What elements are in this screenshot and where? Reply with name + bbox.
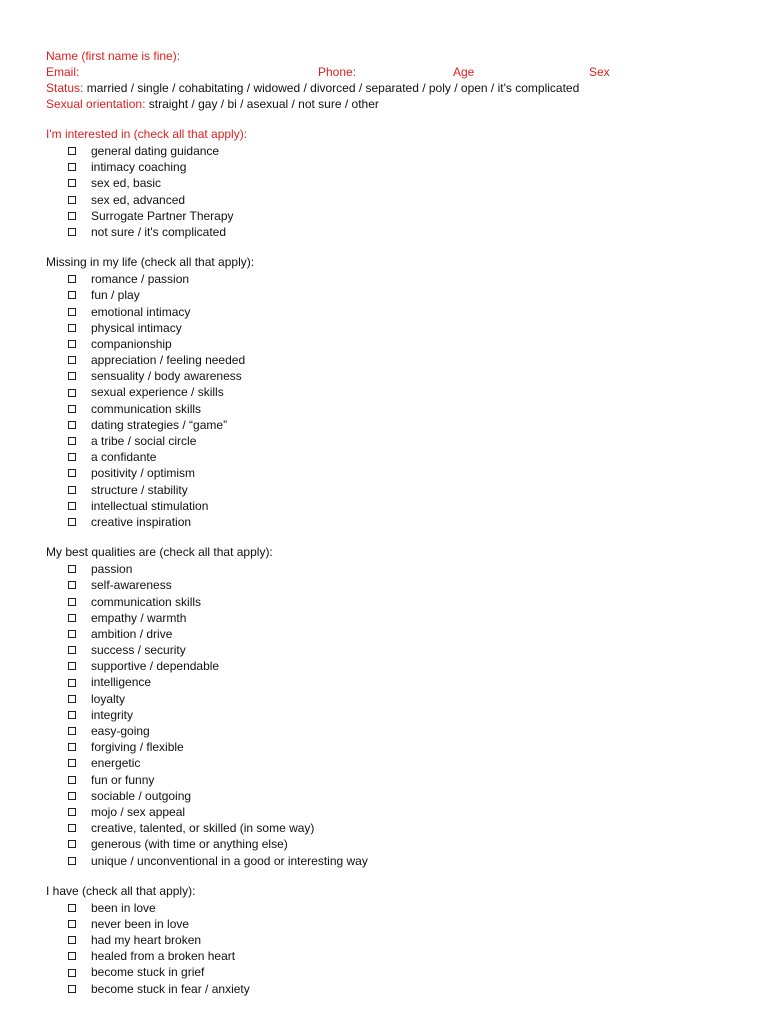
checklist-section <box>46 126 746 240</box>
list-item <box>68 964 746 980</box>
list-item <box>68 192 746 208</box>
checkbox[interactable] <box>68 389 76 397</box>
list-item <box>68 143 746 159</box>
status-options[interactable]: married / single / cohabitating / widowed / divorced / separated / poly / open / it's complicated <box>86 81 580 95</box>
list-item <box>68 320 746 336</box>
list-item <box>68 626 746 642</box>
checkbox[interactable] <box>68 776 76 784</box>
checkbox-label: sensuality / body awareness <box>91 369 242 384</box>
checkbox-label: become stuck in grief <box>91 965 205 980</box>
sex-field-label[interactable]: Sex <box>589 65 610 79</box>
list-item <box>68 384 746 400</box>
checkbox-label: sociable / outgoing <box>91 788 192 803</box>
checkbox[interactable] <box>68 792 76 800</box>
checkbox-label: never been in love <box>91 916 190 931</box>
list-item <box>68 674 746 690</box>
checkbox[interactable] <box>68 857 76 865</box>
age-field-label[interactable]: Age <box>453 65 475 79</box>
list-item <box>68 707 746 723</box>
checkbox[interactable] <box>68 662 76 670</box>
checkbox-label: sex ed, basic <box>91 176 162 191</box>
checkbox[interactable] <box>68 952 76 960</box>
list-item <box>68 820 746 836</box>
checkbox-label: generous (with time or anything else) <box>91 837 288 852</box>
orientation-options[interactable]: straight / gay / bi / asexual / not sure / other <box>148 97 379 111</box>
list-item <box>68 788 746 804</box>
list-item <box>68 304 746 320</box>
checkbox-label: ambition / drive <box>91 626 173 641</box>
checkbox-label: supportive / dependable <box>91 659 220 674</box>
checkbox[interactable] <box>68 936 76 944</box>
checkbox[interactable] <box>68 598 76 606</box>
checkbox[interactable] <box>68 421 76 429</box>
checkbox-label: positivity / optimism <box>91 466 196 481</box>
intake-form <box>46 48 746 997</box>
checkbox-label: become stuck in fear / anxiety <box>91 981 250 996</box>
checkbox[interactable] <box>68 308 76 316</box>
list-item <box>68 352 746 368</box>
checkbox-label: loyalty <box>91 691 126 706</box>
list-item <box>68 739 746 755</box>
checkbox-label: creative, talented, or skilled (in some way) <box>91 821 315 836</box>
list-item <box>68 981 746 997</box>
checkbox[interactable] <box>68 695 76 703</box>
checkbox[interactable] <box>68 808 76 816</box>
checklist-section <box>46 883 746 997</box>
list-item <box>68 772 746 788</box>
checkbox[interactable] <box>68 727 76 735</box>
list-item <box>68 577 746 593</box>
checkbox-label: structure / stability <box>91 482 188 497</box>
email-field-label[interactable]: Email: <box>46 65 80 79</box>
checkbox[interactable] <box>68 291 76 299</box>
checkbox[interactable] <box>68 163 76 171</box>
checkbox-label: sexual experience / skills <box>91 385 224 400</box>
checkbox[interactable] <box>68 630 76 638</box>
checkbox-label: empathy / warmth <box>91 610 187 625</box>
orientation-row <box>46 96 746 112</box>
checkbox-label: self-awareness <box>91 578 172 593</box>
checklist-section <box>46 254 746 530</box>
checkbox[interactable] <box>68 824 76 832</box>
list-item <box>68 804 746 820</box>
checkbox-label: companionship <box>91 336 172 351</box>
list-item <box>68 417 746 433</box>
list-item <box>68 271 746 287</box>
checkbox-label: been in love <box>91 900 156 915</box>
checkbox[interactable] <box>68 565 76 573</box>
list-item <box>68 159 746 175</box>
checkbox[interactable] <box>68 486 76 494</box>
checkbox-label: romance / passion <box>91 272 190 287</box>
section-title: Missing in my life (check all that apply): <box>46 255 255 270</box>
checkbox-list <box>46 900 746 997</box>
list-item <box>68 208 746 224</box>
checkbox[interactable] <box>68 275 76 283</box>
checkbox-label: passion <box>91 562 133 577</box>
checkbox-label: dating strategies / “game” <box>91 417 228 432</box>
list-item <box>68 561 746 577</box>
list-item <box>68 287 746 303</box>
list-item <box>68 433 746 449</box>
status-label: Status: <box>46 81 84 95</box>
checkbox-label: sex ed, advanced <box>91 192 186 207</box>
checkbox[interactable] <box>68 840 76 848</box>
list-item <box>68 224 746 240</box>
list-item <box>68 514 746 530</box>
list-item <box>68 449 746 465</box>
phone-field-label[interactable]: Phone: <box>318 65 357 79</box>
checkbox[interactable] <box>68 614 76 622</box>
name-field-label[interactable]: Name (first name is fine): <box>46 49 181 63</box>
checkbox-label: general dating guidance <box>91 144 220 158</box>
checkbox[interactable] <box>68 985 76 993</box>
list-item <box>68 175 746 191</box>
checkbox-label: appreciation / feeling needed <box>91 353 246 368</box>
list-item <box>68 368 746 384</box>
checkbox[interactable] <box>68 340 76 348</box>
checkbox[interactable] <box>68 646 76 654</box>
checkbox-label: had my heart broken <box>91 933 202 948</box>
checkbox[interactable] <box>68 679 76 687</box>
list-item <box>68 836 746 852</box>
list-item <box>68 594 746 610</box>
orientation-label: Sexual orientation: <box>46 97 146 111</box>
list-item <box>68 948 746 964</box>
checkbox-label: communication skills <box>91 594 202 609</box>
checkbox[interactable] <box>68 147 76 155</box>
list-item <box>68 658 746 674</box>
checkbox-list <box>46 143 746 240</box>
checkbox-label: integrity <box>91 707 134 722</box>
list-item <box>68 900 746 916</box>
list-item <box>68 642 746 658</box>
list-item <box>68 401 746 417</box>
checkbox-label: a tribe / social circle <box>91 434 197 448</box>
status-row <box>46 80 746 96</box>
checkbox-label: communication skills <box>91 401 202 416</box>
checkbox-label: forgiving / flexible <box>91 740 184 755</box>
checkbox[interactable] <box>68 453 76 461</box>
checkbox-label: energetic <box>91 756 141 771</box>
list-item <box>68 932 746 948</box>
checkbox-label: easy-going <box>91 724 150 738</box>
checkbox-label: creative inspiration <box>91 514 192 529</box>
checkbox[interactable] <box>68 179 76 187</box>
checkbox-label: emotional intimacy <box>91 304 191 319</box>
section-title: I'm interested in (check all that apply): <box>46 127 248 141</box>
checkbox[interactable] <box>68 581 76 589</box>
checkbox-label: intelligence <box>91 675 152 690</box>
list-item <box>68 465 746 481</box>
checkbox[interactable] <box>68 904 76 912</box>
checkbox-label: success / security <box>91 643 186 658</box>
checkbox[interactable] <box>68 405 76 413</box>
checklist-sections <box>46 126 746 997</box>
checkbox[interactable] <box>68 743 76 751</box>
list-item <box>68 498 746 514</box>
list-item <box>68 336 746 352</box>
checkbox-label: healed from a broken heart <box>91 949 236 964</box>
checkbox[interactable] <box>68 920 76 928</box>
list-item <box>68 853 746 869</box>
checkbox-label: intellectual stimulation <box>91 498 209 513</box>
checkbox-label: a confidante <box>91 450 157 465</box>
checkbox-label: Surrogate Partner Therapy <box>91 208 234 223</box>
checkbox-label: not sure / it's complicated <box>91 224 227 239</box>
section-title: I have (check all that apply): <box>46 883 196 898</box>
checkbox-label: unique / unconventional in a good or interesting way <box>91 853 368 868</box>
checkbox[interactable] <box>68 502 76 510</box>
list-item <box>68 755 746 771</box>
checkbox-label: physical intimacy <box>91 320 182 335</box>
checkbox[interactable] <box>68 372 76 380</box>
checkbox-list <box>46 561 746 869</box>
checkbox[interactable] <box>68 356 76 364</box>
checkbox-list <box>46 271 746 530</box>
checkbox[interactable] <box>68 228 76 236</box>
checkbox[interactable] <box>68 469 76 477</box>
checkbox-label: intimacy coaching <box>91 160 187 175</box>
checklist-section <box>46 544 746 869</box>
checkbox-label: fun or funny <box>91 772 155 787</box>
checkbox[interactable] <box>68 518 76 526</box>
checkbox[interactable] <box>68 324 76 332</box>
checkbox[interactable] <box>68 437 76 445</box>
contact-row <box>46 64 746 80</box>
checkbox-label: mojo / sex appeal <box>91 804 186 819</box>
list-item <box>68 482 746 498</box>
checkbox-label: fun / play <box>91 288 140 303</box>
checkbox[interactable] <box>68 759 76 767</box>
checkbox[interactable] <box>68 212 76 220</box>
list-item <box>68 610 746 626</box>
checkbox[interactable] <box>68 969 76 977</box>
list-item <box>68 691 746 707</box>
list-item <box>68 916 746 932</box>
section-title: My best qualities are (check all that apply): <box>46 545 273 560</box>
list-item <box>68 723 746 739</box>
checkbox[interactable] <box>68 711 76 719</box>
checkbox[interactable] <box>68 196 76 204</box>
